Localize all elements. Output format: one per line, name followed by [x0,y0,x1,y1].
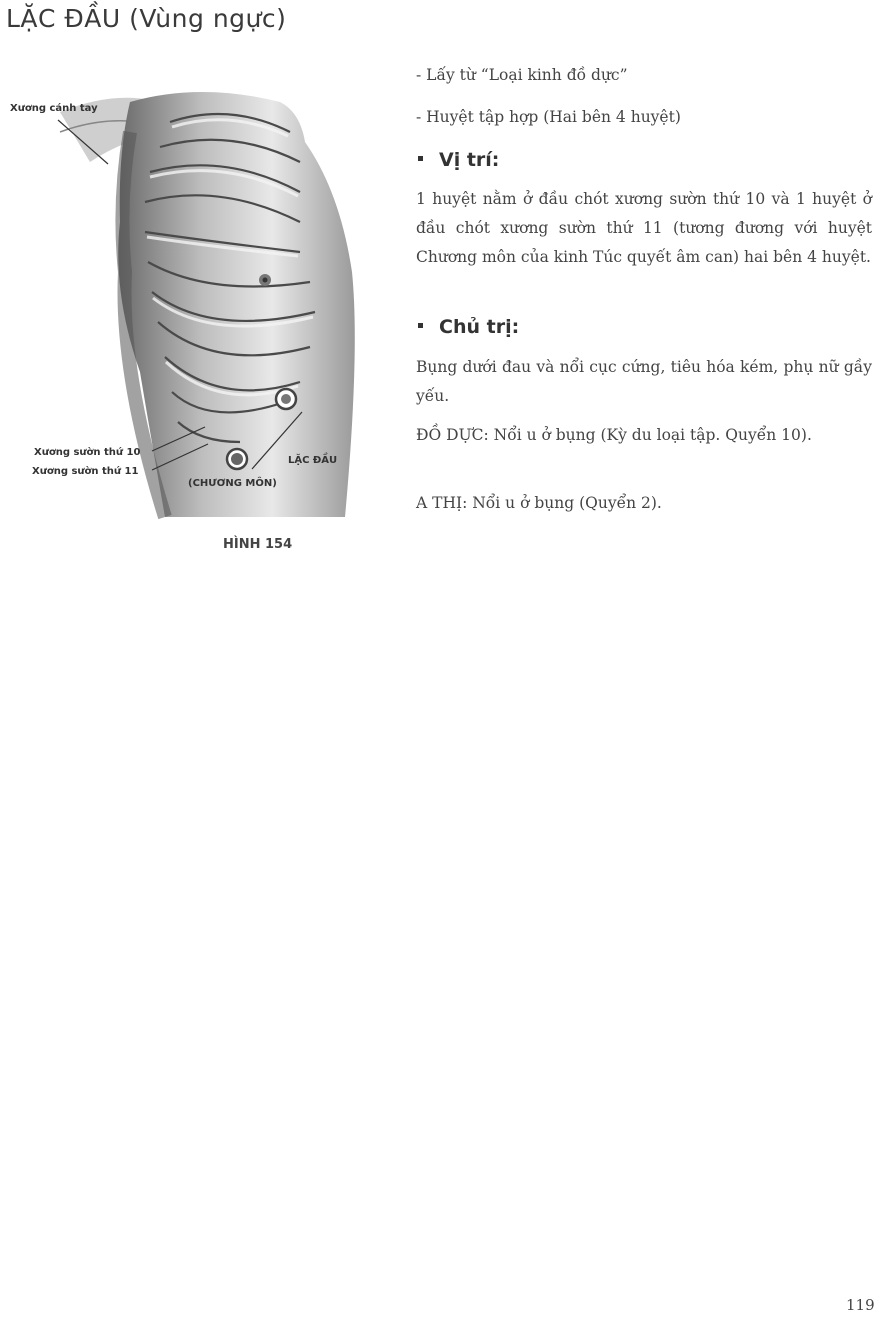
heading-indication-text: Chủ trị: [439,316,520,338]
label-rib-10: Xương sườn thứ 10 [34,447,141,458]
label-chuong-mon: (CHƯƠNG MÔN) [188,478,277,489]
page-number: 119 [846,1296,875,1314]
label-upper-arm-bone: Xương cánh tay [10,103,98,114]
label-lac-dau: LẶC ĐẦU [288,455,338,466]
heading-indication [416,316,519,338]
reference-do-duc: ĐỒ DỰC: Nổi u ở bụng (Kỳ du loại tập. Quyển 10). [416,426,812,444]
indication-body: Bụng dưới đau và nổi cục cứng, tiêu hóa kém, phụ nữ gầy yếu. [416,358,872,405]
bullet-square-icon [418,323,423,328]
figure-caption: HÌNH 154 [223,537,293,552]
page-title: LẶC ĐẦU (Vùng ngực) [6,4,287,33]
heading-location [416,149,499,171]
label-rib-11: Xương sườn thứ 11 [32,466,139,477]
reference-a-thi: A THỊ: Nổi u ở bụng (Quyển 2). [416,494,662,512]
intro-line-2: - Huyệt tập hợp (Hai bên 4 huyệt) [416,108,681,126]
bullet-square-icon [418,156,423,161]
anatomy-figure [0,72,380,562]
heading-location-text: Vị trí: [439,149,500,171]
location-body: 1 huyệt nằm ở đầu chót xương sườn thứ 10 và 1 huyệt ở đầu chót xương sườn thứ 11 (tương đương với huyệt Chương môn của kinh Túc quyết âm can) hai bên 4 huyệt. [416,190,872,266]
intro-line-1: - Lấy từ “Loại kinh đồ dực” [416,66,628,84]
